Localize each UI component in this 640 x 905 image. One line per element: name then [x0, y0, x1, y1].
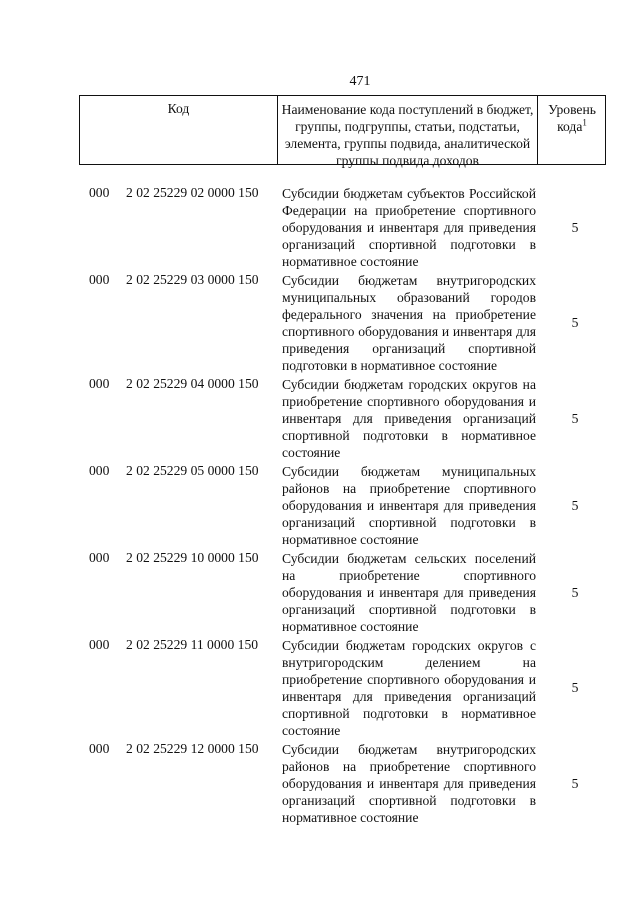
row-code: 2 02 25229 11 0000 150	[126, 637, 259, 652]
table-row	[0, 550, 640, 635]
row-prefix: 000	[89, 272, 110, 287]
row-description: Субсидии бюджетам муниципальных районов на приобретение спортивного оборудования и инвентаря для приведения организаций спортивной подготовки в нормативное состояние	[282, 464, 536, 547]
row-prefix: 000	[89, 637, 110, 652]
row-code: 2 02 25229 05 0000 150	[126, 463, 259, 478]
row-description: Субсидии бюджетам субъектов Российской Федерации на приобретение спортивного оборудования и инвентаря для приведения организаций спортивной подготовки в нормативное состояние	[282, 186, 536, 269]
row-prefix: 000	[89, 741, 110, 756]
row-level: 5	[571, 315, 579, 330]
row-code: 2 02 25229 10 0000 150	[126, 550, 259, 565]
row-level: 5	[571, 497, 579, 513]
row-prefix: 000	[89, 185, 110, 200]
row-code: 2 02 25229 03 0000 150	[126, 272, 259, 287]
header-name: Наименование кода поступлений в бюджет, группы, подгруппы, статьи, подстатьи, элемента, группы подвида, аналитической группы подвида доходов	[278, 96, 538, 164]
row-description: Субсидии бюджетам сельских поселений на приобретение спортивного оборудования и инвентаря для приведения организаций спортивной подготовки в нормативное состояние	[282, 551, 536, 634]
row-level: 5	[571, 410, 579, 426]
page-number: 471	[349, 74, 371, 89]
header-level-footnote: 1	[582, 117, 587, 128]
table-body	[0, 185, 640, 828]
header-code: Код	[80, 96, 278, 164]
row-description: Субсидии бюджетам внутригородских муниципальных образований городов федерального значения на приобретение спортивного оборудования и инвентаря для приведения организаций спортивной подготовки в нормативное состояние	[282, 273, 536, 373]
row-level: 5	[571, 584, 579, 600]
row-prefix: 000	[89, 376, 110, 391]
row-code: 2 02 25229 12 0000 150	[126, 741, 259, 756]
row-level: 5	[571, 219, 579, 235]
table-row	[0, 463, 640, 548]
row-description: Субсидии бюджетам городских округов на приобретение спортивного оборудования и инвентаря для приведения организаций спортивной подготовки в нормативное состояние	[282, 377, 536, 460]
table-row	[0, 272, 640, 374]
row-code: 2 02 25229 02 0000 150	[126, 185, 259, 200]
row-prefix: 000	[89, 463, 110, 478]
header-level-label: Уровень кода	[548, 102, 596, 134]
row-level: 5	[571, 680, 579, 695]
table-row	[0, 741, 640, 826]
row-prefix: 000	[89, 550, 110, 565]
row-description: Субсидии бюджетам городских округов с внутригородским делением на приобретение спортивного оборудования и инвентаря для приведения организаций спортивной подготовки в нормативное состояние	[282, 638, 536, 738]
table-row	[0, 637, 640, 739]
row-level: 5	[571, 775, 579, 791]
table-row	[0, 376, 640, 461]
row-code: 2 02 25229 04 0000 150	[126, 376, 259, 391]
table-header	[79, 95, 606, 168]
row-description: Субсидии бюджетам внутригородских районов на приобретение спортивного оборудования и инвентаря для приведения организаций спортивной подготовки в нормативное состояние	[282, 742, 536, 825]
header-level	[538, 96, 606, 164]
table-row	[0, 185, 640, 270]
